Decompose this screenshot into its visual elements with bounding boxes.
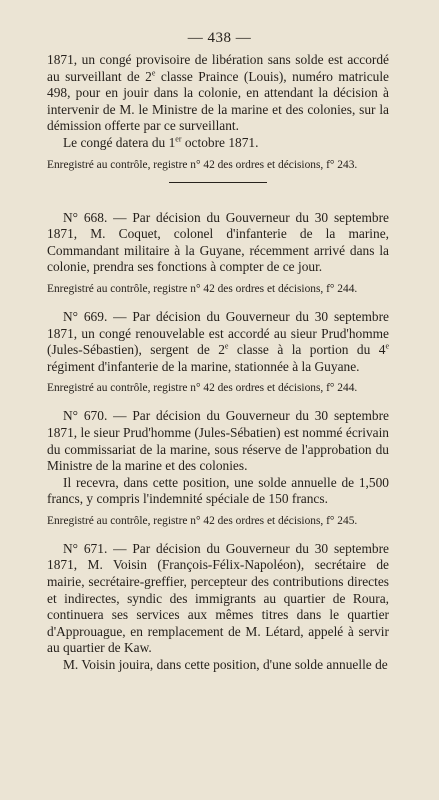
decision-668 [47, 210, 389, 296]
registration-note: Enregistré au contrôle, registre n° 42 des ordres et décisions, f° 244. [47, 382, 358, 395]
decision-paragraph: N° 671. — Par décision du Gouverneur du 30 septembre 1871, M. Voisin (François-Félix-Napoléon), secrétaire de mairie, secrétaire-greffier, percepteur des contributions directes et indirectes, syndic des immigrants au quartier de Roura, continuera ses services aux mêmes titres dans le quartier d'Approuague, en remplacement de M. Létard, appelé à servir au quartier de Kaw. [47, 540, 389, 656]
decision-671 [47, 541, 389, 674]
continued-paragraph-date: Le congé datera du 1er octobre 1871. [63, 134, 259, 150]
decision-paragraph: N° 668. — Par décision du Gouverneur du 30 septembre 1871, M. Coquet, colonel d'infanterie de la marine, Commandant militaire à la Guyane, récemment arrivé dans la colonie, prendra ses fonctions à compter de ce jour. [47, 209, 389, 275]
decision-paragraph: N° 669. — Par décision du Gouverneur du 30 septembre 1871, un congé renouvelable est accordé au sieur Prud'homme (Jules-Sébastien), sergent de 2e classe à la portion du 4e régiment d'infanterie de la marine, stationnée à la Guyane. [47, 308, 389, 374]
registration-note: Enregistré au contrôle, registre n° 42 des ordres et décisions, f° 243. [47, 158, 358, 171]
decision-paragraph: N° 670. — Par décision du Gouverneur du 30 septembre 1871, le sieur Prud'homme (Jules-Sébatien) est nommé écrivain du commissariat de la marine, sous réserve de l'approbation du Ministre de la marine et des colonies. [47, 408, 389, 474]
continued-entry [47, 52, 389, 172]
continued-paragraph: 1871, un congé provisoire de libération sans solde est accordé au surveillant de 2e classe Praince (Louis), numéro matricule 498, pour en jouir dans la colonie, en attendant la décision à intervenir de M. le Ministre de la marine et des colonies, sur la démission offerte par ce surveillant. [47, 52, 389, 134]
decision-669 [47, 309, 389, 395]
registration-note: Enregistré au contrôle, registre n° 42 des ordres et décisions, f° 245. [47, 514, 358, 527]
registration-note: Enregistré au contrôle, registre n° 42 des ordres et décisions, f° 244. [47, 282, 358, 295]
decision-paragraph: Il recevra, dans cette position, une solde annuelle de 1,500 francs, y compris l'indemnité spéciale de 150 francs. [47, 474, 389, 507]
page-body [47, 52, 389, 674]
decision-paragraph: M. Voisin jouira, dans cette position, d'une solde annuelle de [63, 657, 388, 673]
decision-670 [47, 408, 389, 528]
page-number: — 438 — [187, 30, 252, 46]
